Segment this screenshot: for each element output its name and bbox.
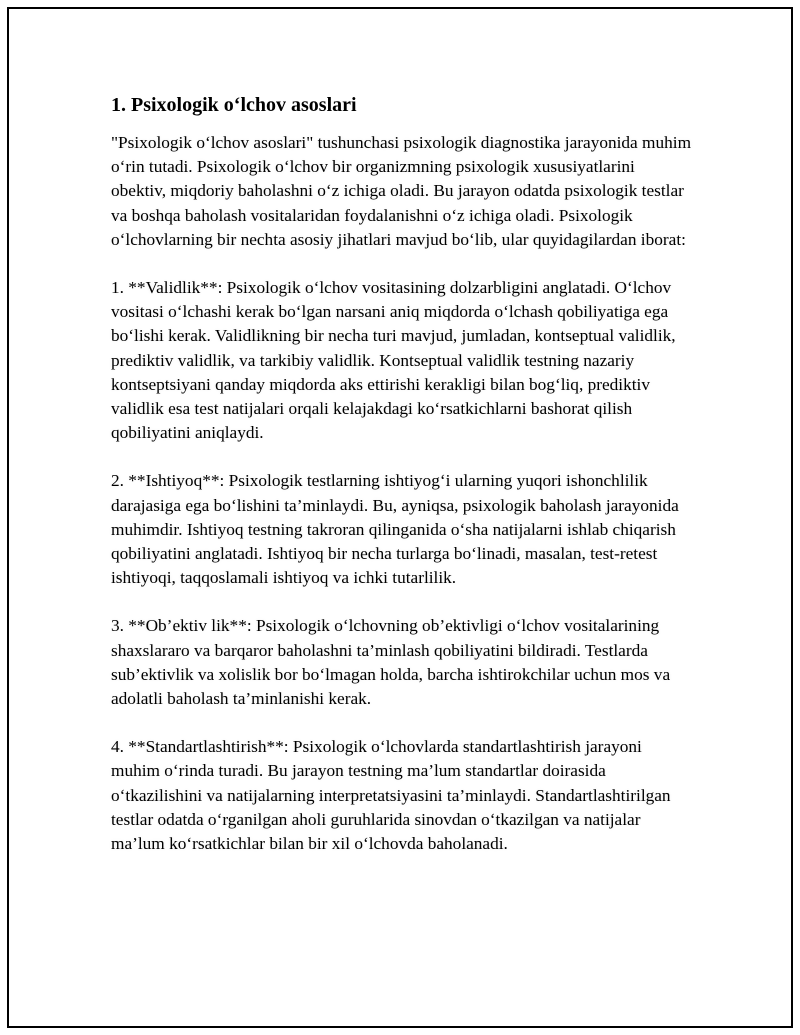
validity-paragraph: 1. **Validlik**: Psixologik o‘lchov vositasining dolzarbligini anglatadi. O‘lchov vositasi o‘lchashi kerak bo‘lgan narsani aniq miqdorda o‘lchash qobiliyatiga ega bo‘lishi kerak. Validlikning bir necha turi mavjud, jumladan, kontseptual validlik, prediktiv validlik, va tarkibiy validlik. Kontseptual validlik testning nazariy kontseptsiyani qanday miqdorda aks ettirishi kerakligi bilan bog‘liq, prediktiv validlik esa test natijalari orqali kelajakdagi ko‘rsatkichlarni bashorat qilish qobiliyatini aniqlaydi. [111, 278, 676, 443]
document-title: 1. Psixologik o‘lchov asoslari [111, 94, 357, 116]
objectivity-paragraph: 3. **Ob’ektiv lik**: Psixologik o‘lchovning ob’ektivligi o‘lchov vositalarining shaxslararo va barqaror baholashni ta’minlash qobiliyatini bildiradi. Testlarda sub’ektivlik va xolislik bor bo‘lmagan holda, barcha ishtirokchilar uchun mos va adolatli baholash ta’minlanishi kerak. [111, 616, 671, 709]
intro-paragraph: "Psixologik o‘lchov asoslari" tushunchasi psixologik diagnostika jarayonida muhim o‘rin tutadi. Psixologik o‘lchov bir organizmning psixologik xususiyatlarini obektiv, miqdoriy baholashni o‘z ichiga oladi. Bu jarayon odatda psixologik testlar va boshqa baholash vositalaridan foydalanishni o‘z ichiga oladi. Psixologik o‘lchovlarning bir nechta asosiy jihatlari mavjud bo‘lib, ular quyidagilardan iborat: [111, 133, 692, 249]
reliability-paragraph: 2. **Ishtiyoq**: Psixologik testlarning ishtiyog‘i ularning yuqori ishonchlilik darajasiga ega bo‘lishini ta’minlaydi. Bu, ayniqsa, psixologik baholash jarayonida muhimdir. Ishtiyoq testning takroran qilinganida o‘sha natijalarni ishlab chiqarish qobiliyatini anglatadi. Ishtiyoq bir necha turlarga bo‘linadi, masalan, test-retest ishtiyoqi, taqqoslamali ishtiyoq va ichki tutarlilik. [111, 471, 679, 588]
standardization-paragraph: 4. **Standartlashtirish**: Psixologik o‘lchovlarda standartlashtirish jarayoni muhim o‘rinda turadi. Bu jarayon testning ma’lum standartlar doirasida o‘tkazilishini va natijalarning interpretatsiyasini ta’minlaydi. Standartlashtirilgan testlar odatda o‘rganilgan aholi guruhlarida sinovdan o‘tkazilgan va natijalar ma’lum ko‘rsatkichlar bilan bir xil o‘lchovda baholanadi. [111, 737, 671, 854]
document-body [111, 91, 691, 880]
